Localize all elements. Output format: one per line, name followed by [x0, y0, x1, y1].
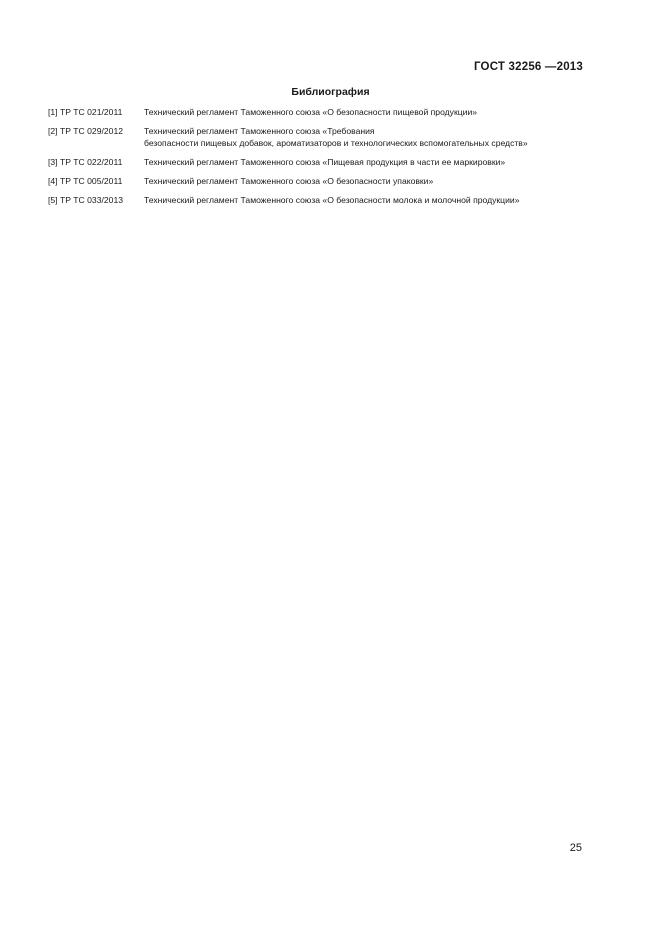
- bibliography-ref: [1] ТР ТС 021/2011: [48, 107, 123, 117]
- bibliography-text-line: Технический регламент Таможенного союза «О безопасности молока и молочной продукции»: [144, 194, 520, 205]
- bibliography-title: Библиография: [291, 86, 370, 98]
- bibliography-item: [48, 107, 608, 119]
- bibliography-text: [144, 176, 608, 188]
- bibliography-list: [48, 107, 608, 214]
- bibliography-text: [144, 107, 608, 119]
- bibliography-text-line: Технический регламент Таможенного союза «О безопасности пищевой продукции»: [144, 107, 478, 117]
- bibliography-ref: [5] ТР ТС 033/2013: [48, 194, 123, 205]
- document-code: ГОСТ 32256 —2013: [473, 61, 583, 73]
- bibliography-item: [48, 126, 608, 149]
- bibliography-ref: [4] ТР ТС 005/2011: [48, 175, 123, 186]
- page-number: 25: [569, 842, 582, 854]
- bibliography-item: [48, 176, 608, 188]
- bibliography-text-line: Технический регламент Таможенного союза «Пищевая продукция в части ее маркировки»: [144, 156, 506, 167]
- bibliography-item: [48, 195, 608, 207]
- bibliography-text-line: безопасности пищевых добавок, ароматизаторов и технологических вспомогательных средств»: [144, 137, 528, 148]
- bibliography-item: [48, 157, 608, 169]
- bibliography-text: [144, 126, 608, 149]
- bibliography-text-line: Технический регламент Таможенного союза «О безопасности упаковки»: [144, 175, 434, 186]
- bibliography-text: [144, 195, 608, 207]
- bibliography-ref: [2] ТР ТС 029/2012: [48, 126, 123, 136]
- bibliography-text-line: Технический регламент Таможенного союза «Требования: [144, 126, 375, 136]
- bibliography-ref: [3] ТР ТС 022/2011: [48, 156, 123, 167]
- bibliography-text: [144, 157, 608, 169]
